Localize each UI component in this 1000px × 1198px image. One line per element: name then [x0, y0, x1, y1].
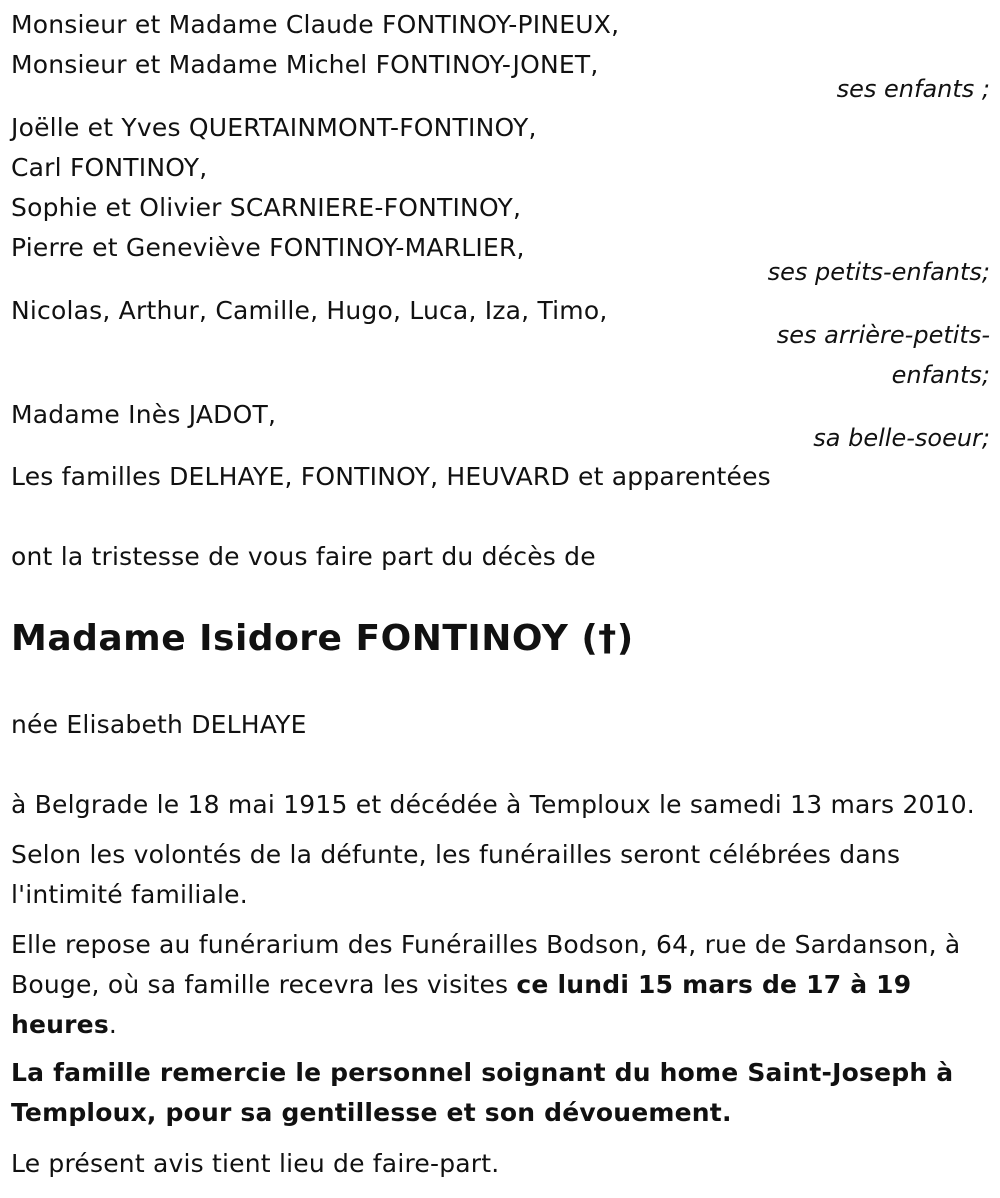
grandchild-line-2: Carl FONTINOY, — [11, 153, 208, 182]
grandchild-line-1: Joëlle et Yves QUERTAINMONT-FONTINOY, — [11, 113, 537, 142]
great-grandchildren-role-line-2: enfants; — [891, 361, 990, 389]
visit-time: ce lundi 15 mars de 17 à 19 heures — [11, 970, 912, 1039]
grandchild-line-3: Sophie et Olivier SCARNIERE-FONTINOY, — [11, 193, 522, 222]
sister-in-law-role: sa belle-soeur; — [813, 424, 990, 452]
birth-death-line: à Belgrade le 18 mai 1915 et décédée à Temploux le samedi 13 mars 2010. — [11, 790, 975, 819]
child-line-1: Monsieur et Madame Claude FONTINOY-PINEUX, — [11, 10, 620, 39]
maiden-name: née Elisabeth DELHAYE — [11, 710, 307, 739]
deceased-name: Madame Isidore FONTINOY (†) — [11, 618, 634, 659]
children-role: ses enfants ; — [836, 75, 990, 103]
visit-text: Elle repose au funérarium des Funérailles Bodson, 64, rue de Sardanson, à Bouge, où sa famille recevra les visites — [11, 930, 961, 999]
visit-end: . — [108, 1010, 118, 1039]
child-line-2: Monsieur et Madame Michel FONTINOY-JONET, — [11, 50, 599, 79]
visit-paragraph — [11, 925, 996, 1045]
notice-line: Le présent avis tient lieu de faire-part. — [11, 1149, 500, 1178]
grandchildren-role: ses petits-enfants; — [767, 258, 990, 286]
sister-in-law-line: Madame Inès JADOT, — [11, 400, 277, 429]
funeral-wishes: Selon les volontés de la défunte, les funérailles seront célébrées dans l'intimité familiale. — [11, 840, 901, 909]
great-grandchildren-role-line-1: ses arrière-petits- — [776, 321, 990, 349]
grandchild-line-4: Pierre et Geneviève FONTINOY-MARLIER, — [11, 233, 525, 262]
great-grandchildren-line: Nicolas, Arthur, Camille, Hugo, Luca, Iza, Timo, — [11, 296, 608, 325]
thanks-paragraph: La famille remercie le personnel soignant du home Saint-Joseph à Temploux, pour sa gentillesse et son dévouement. — [11, 1058, 954, 1127]
families-line: Les familles DELHAYE, FONTINOY, HEUVARD et apparentées — [11, 462, 771, 491]
intro-line: ont la tristesse de vous faire part du décès de — [11, 542, 596, 571]
